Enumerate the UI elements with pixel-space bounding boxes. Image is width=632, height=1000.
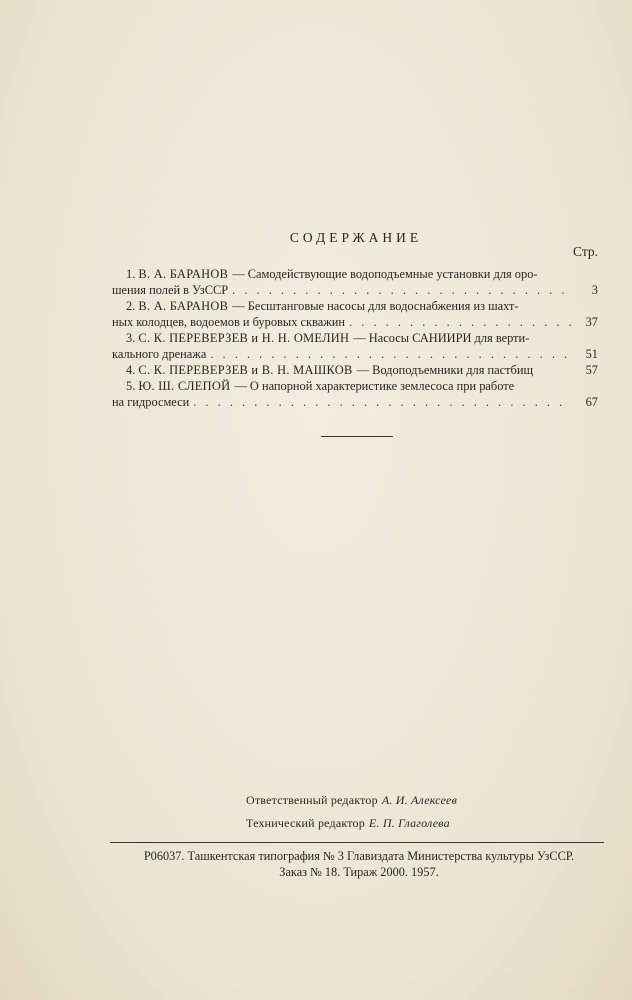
table-of-contents <box>112 266 598 410</box>
toc-entry-4-line-1 <box>112 362 598 378</box>
imprint <box>104 848 614 880</box>
toc-entry-5-line-1 <box>112 378 598 394</box>
toc-entry-title-cont: кального дренажа <box>112 347 207 361</box>
toc-entry-title: — Насосы САНИИРИ для верти- <box>353 331 530 345</box>
imprint-line-1: Р06037. Ташкентская типография № 3 Главиздата Министерства культуры УзССР. <box>143 849 575 863</box>
credit-label: Технический редактор <box>246 816 365 830</box>
toc-entry-5-line-2 <box>112 394 598 410</box>
toc-entry-title-cont: на гидросмеси <box>112 395 190 409</box>
toc-entry-author: В. А. БАРАНОВ <box>138 299 229 313</box>
toc-entry-1-line-1 <box>112 266 598 282</box>
toc-entry-number: 2. <box>126 299 136 313</box>
toc-entry-number: 5. <box>126 379 136 393</box>
dot-leader <box>232 282 572 298</box>
toc-entry-2-line-2 <box>112 314 598 330</box>
section-divider <box>321 436 393 437</box>
toc-entry-author: С. К. ПЕРЕВЕРЗЕВ и Н. Н. ОМЕЛИН <box>138 331 350 345</box>
toc-entry-title: — Бесштанговые насосы для водоснабжения из шахт- <box>232 299 519 313</box>
toc-entry-3-line-2 <box>112 346 598 362</box>
responsible-editor-credit <box>246 793 457 808</box>
toc-entry-page: 67 <box>585 395 598 409</box>
toc-entry-title-cont: ных колодцев, водоемов и буровых скважин <box>112 315 346 329</box>
toc-entry-page: 51 <box>585 347 598 361</box>
toc-entry-1-line-2 <box>112 282 598 298</box>
toc-entry-title: — Водоподъемники для пастбищ <box>356 363 534 377</box>
technical-editor-credit <box>246 816 450 831</box>
toc-entry-number: 1. <box>126 267 136 281</box>
toc-entry-author: Ю. Ш. СЛЕПОЙ <box>138 379 231 393</box>
credit-name: Е. П. Глаголева <box>368 816 450 830</box>
toc-entry-page: 3 <box>591 283 598 297</box>
credit-name: А. И. Алексеев <box>381 793 457 807</box>
toc-entry-3-line-1 <box>112 330 598 346</box>
pages-column-label: Стр. <box>573 244 599 259</box>
contents-heading: СОДЕРЖАНИЕ <box>289 230 423 245</box>
dot-leader <box>210 346 572 362</box>
toc-entry-page: 37 <box>585 315 598 329</box>
dot-leader <box>193 394 572 410</box>
imprint-line-2: Заказ № 18. Тираж 2000. 1957. <box>279 865 439 879</box>
toc-entry-number: 3. <box>126 331 136 345</box>
toc-entry-title-cont: шения полей в УзССР <box>112 283 229 297</box>
credit-label: Ответственный редактор <box>246 793 378 807</box>
toc-entry-number: 4. <box>126 363 136 377</box>
dot-leader <box>349 314 572 330</box>
toc-entry-author: В. А. БАРАНОВ <box>138 267 229 281</box>
imprint-divider <box>110 842 604 843</box>
toc-entry-author: С. К. ПЕРЕВЕРЗЕВ и В. Н. МАШКОВ <box>138 363 353 377</box>
toc-entry-page: 57 <box>585 363 598 377</box>
toc-entry-title: — О напорной характеристике землесоса при работе <box>234 379 515 393</box>
toc-entry-2-line-1 <box>112 298 598 314</box>
toc-entry-title: — Самодействующие водоподъемные установки для оро- <box>232 267 538 281</box>
